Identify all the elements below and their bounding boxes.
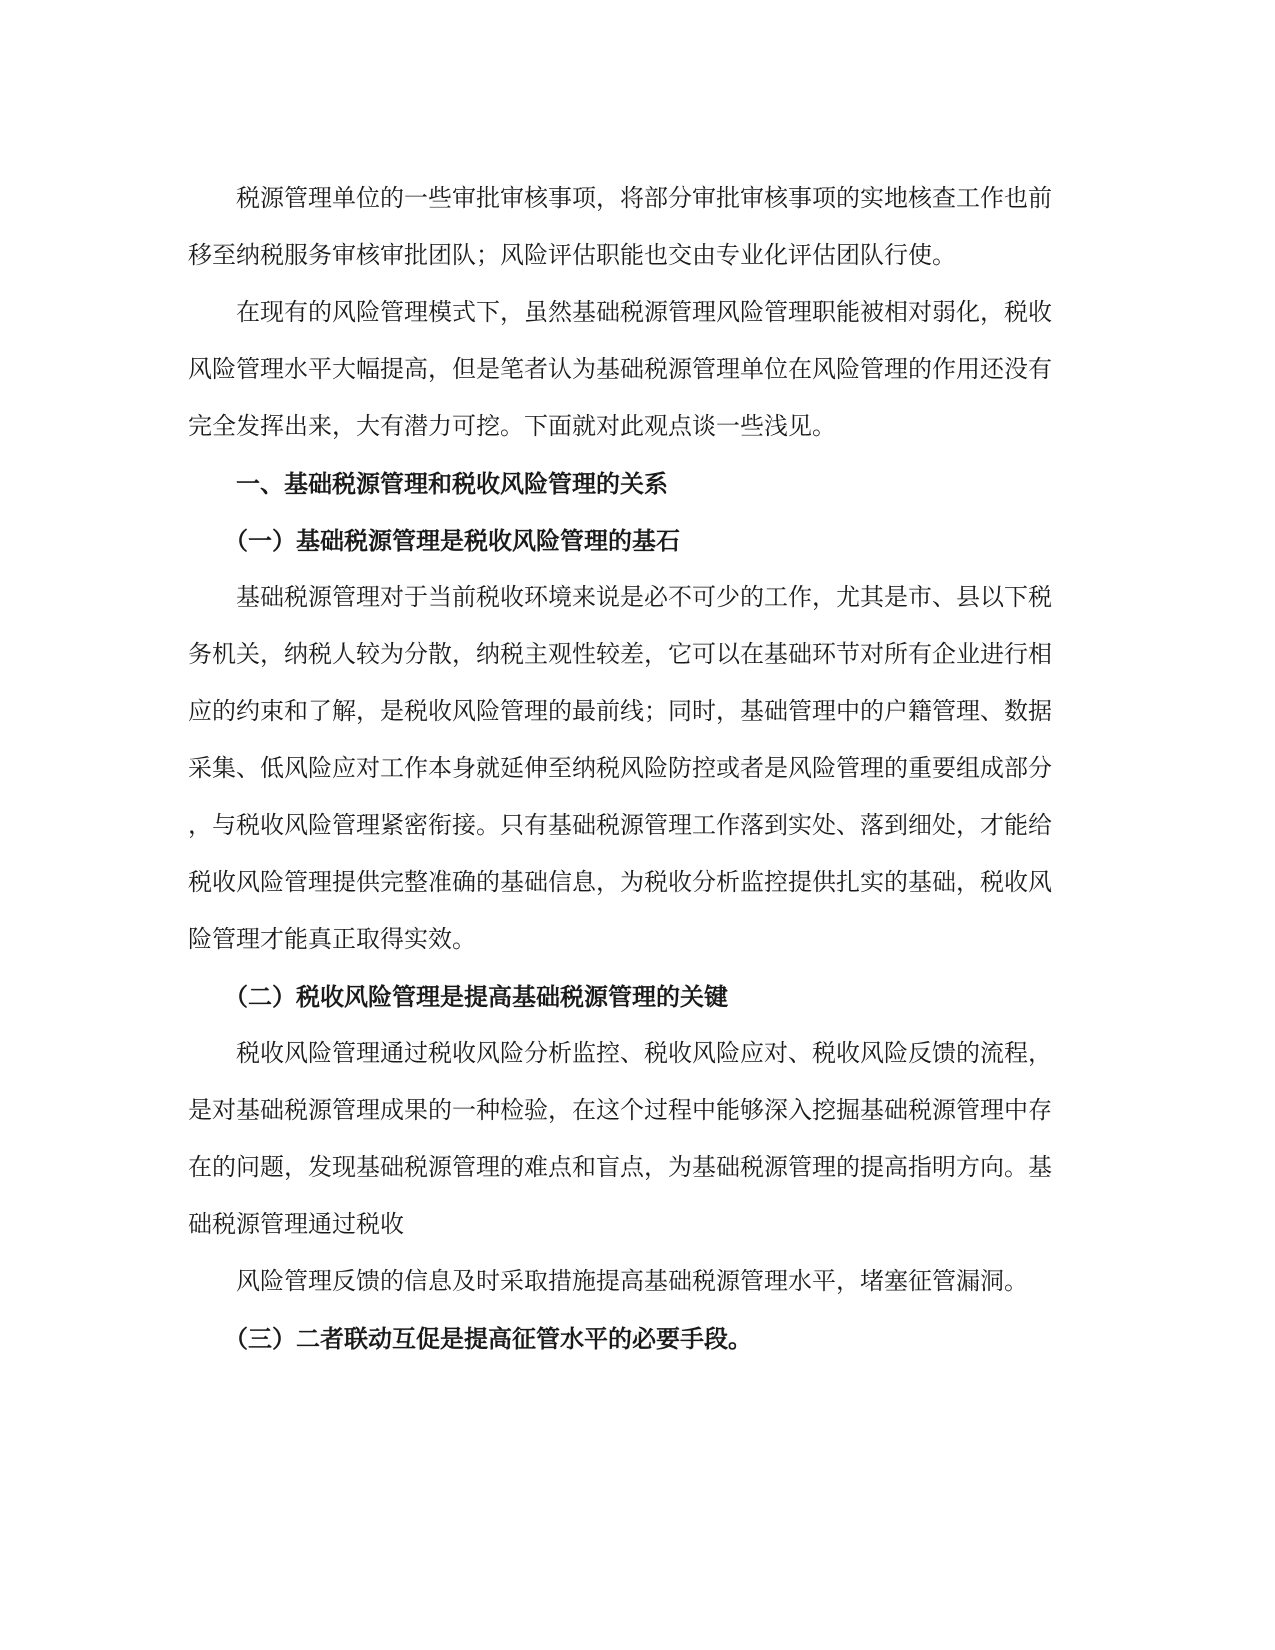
text-line: 是对基础税源管理成果的一种检验，在这个过程中能够深入挖掘基础税源管理中存 [188,1096,1052,1124]
text-line: ，与税收风险管理紧密衔接。只有基础税源管理工作落到实处、落到细处，才能给 [188,811,1052,839]
text-line: 础税源管理通过税收 [188,1210,404,1238]
text-line: 基础税源管理对于当前税收环境来说是必不可少的工作，尤其是市、县以下税 [236,583,1052,611]
paragraph-4 [188,1025,1088,1253]
subsection-heading-2 [188,968,1088,1025]
text-line: 务机关，纳税人较为分散，纳税主观性较差，它可以在基础环节对所有企业进行相 [188,640,1052,668]
paragraph-1 [188,170,1088,284]
heading-text: （三）二者联动互促是提高征管水平的必要手段。 [224,1324,752,1353]
text-line: 税收风险管理通过税收风险分析监控、税收风险应对、税收风险反馈的流程， [236,1039,1052,1067]
text-line: 应的约束和了解，是税收风险管理的最前线；同时，基础管理中的户籍管理、数据 [188,697,1052,725]
text-line: 在现有的风险管理模式下，虽然基础税源管理风险管理职能被相对弱化，税收 [236,298,1052,326]
heading-text: （一）基础税源管理是税收风险管理的基石 [224,526,680,555]
text-line: 险管理才能真正取得实效。 [188,925,476,953]
text-line: 移至纳税服务审核审批团队；风险评估职能也交由专业化评估团队行使。 [188,241,956,269]
text-line: 风险管理水平大幅提高，但是笔者认为基础税源管理单位在风险管理的作用还没有 [188,355,1052,383]
paragraph-2 [188,284,1088,455]
text-line: 风险管理反馈的信息及时采取措施提高基础税源管理水平，堵塞征管漏洞。 [236,1267,1028,1295]
text-line: 完全发挥出来，大有潜力可挖。下面就对此观点谈一些浅见。 [188,412,836,440]
paragraph-5 [188,1253,1088,1310]
subsection-heading-3 [188,1310,1088,1367]
section-heading [188,455,1088,512]
text-line: 税源管理单位的一些审批审核事项，将部分审批审核事项的实地核查工作也前 [236,184,1052,212]
text-line: 采集、低风险应对工作本身就延伸至纳税风险防控或者是风险管理的重要组成部分 [188,754,1052,782]
heading-text: （二）税收风险管理是提高基础税源管理的关键 [224,982,728,1011]
subsection-heading-1 [188,512,1088,569]
document-page [188,170,1088,1367]
heading-text: 一、基础税源管理和税收风险管理的关系 [236,469,668,498]
text-line: 在的问题，发现基础税源管理的难点和盲点，为基础税源管理的提高指明方向。基 [188,1153,1052,1181]
text-line: 税收风险管理提供完整准确的基础信息，为税收分析监控提供扎实的基础，税收风 [188,868,1052,896]
paragraph-3 [188,569,1088,968]
